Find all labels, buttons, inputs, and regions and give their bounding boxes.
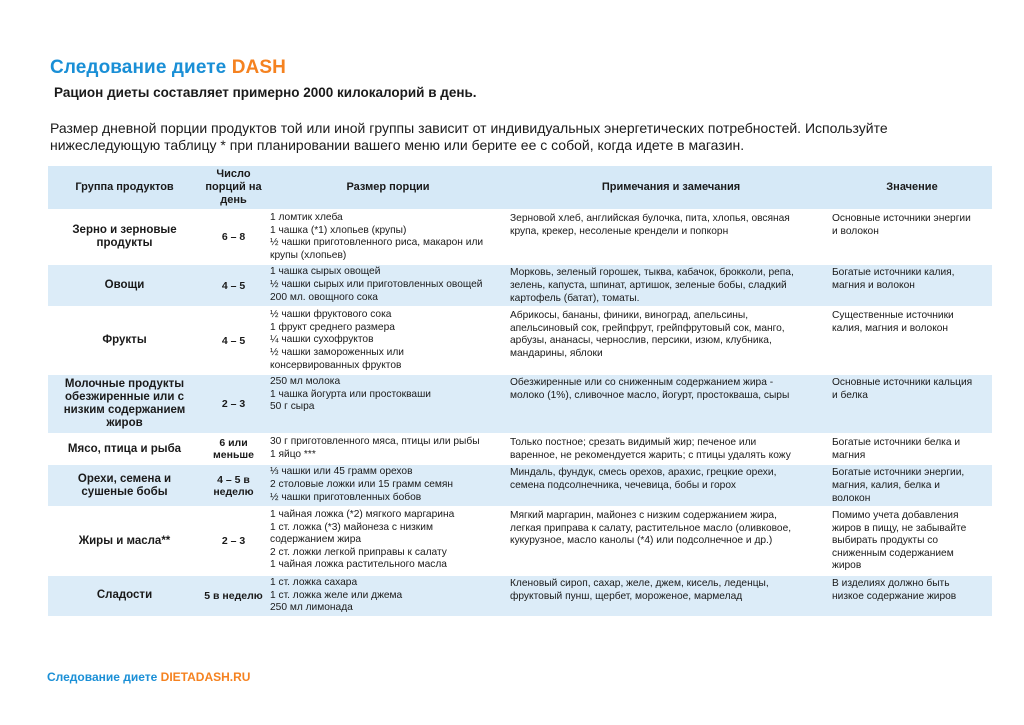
significance-line: В изделиях должно быть bbox=[832, 578, 950, 590]
significance-line: сниженным содержанием bbox=[832, 547, 954, 559]
notes-cell bbox=[510, 264, 832, 307]
portion-size-line: 250 мл лимонада bbox=[270, 602, 353, 614]
portion-size-line: 1 чайная ложка растительного масла bbox=[270, 559, 447, 571]
significance-cell bbox=[832, 307, 992, 374]
notes-line: арбузы, ананасы, чернослив, персики, изюм, клубника, bbox=[510, 335, 772, 347]
portion-size-line: 2 столовые ложки или 15 грамм семян bbox=[270, 478, 454, 490]
significance-line: жиров bbox=[832, 560, 862, 572]
portion-size-line: 30 г приготовленного мяса, птицы или рыбы bbox=[270, 436, 480, 448]
notes-cell bbox=[510, 374, 832, 434]
col-header-portion: Размер порции bbox=[266, 166, 510, 210]
servings-per-day: 4 – 5 bbox=[221, 334, 246, 347]
portion-size-cell bbox=[266, 464, 510, 507]
significance-line: Существенные источники bbox=[832, 310, 954, 322]
significance-line: магния, калия, белка и bbox=[832, 479, 940, 491]
portion-size-line: ½ чашки замороженных или bbox=[270, 346, 404, 358]
significance-line: и волокон bbox=[832, 225, 879, 237]
portion-size-line: 2 ст. ложки легкой приправы к салату bbox=[270, 546, 447, 558]
table-row bbox=[48, 210, 992, 264]
servings-per-day: 2 – 3 bbox=[221, 535, 246, 548]
significance-line: Основные источники энергии bbox=[832, 213, 971, 224]
servings-per-day: 6 или меньше bbox=[213, 437, 254, 462]
notes-line: мандарины, яблоки bbox=[510, 347, 603, 359]
portion-size-cell bbox=[266, 210, 510, 264]
notes-cell bbox=[510, 575, 832, 616]
significance-line: Богатые источники калия, bbox=[832, 267, 955, 279]
notes-line: крупа, крекер, несоленые крендели и попкорн bbox=[510, 225, 729, 237]
table-row bbox=[48, 434, 992, 464]
portion-size-line: 1 чашка йогурта или простокваши bbox=[270, 388, 431, 400]
portion-size-line: содержанием жира bbox=[270, 534, 362, 546]
notes-line: легкая приправа к салату, растительное масло (оливковое, bbox=[510, 522, 792, 534]
dash-diet-table bbox=[48, 166, 992, 616]
page-title bbox=[50, 57, 286, 79]
food-group: Сладости bbox=[96, 589, 153, 602]
col-header-value: Значение bbox=[832, 166, 992, 210]
notes-line: кукурузное, масло канолы (*4) или подсолнечное и др.) bbox=[510, 535, 773, 547]
portion-size-line: 1 яйцо *** bbox=[270, 448, 316, 460]
table-row bbox=[48, 507, 992, 575]
portion-size-line: консервированных фруктов bbox=[270, 359, 402, 371]
col-header-count: Число порций на день bbox=[201, 166, 266, 210]
notes-line: фруктовый пунш, щербет, мороженое, мармелад bbox=[510, 590, 743, 602]
portion-size-cell bbox=[266, 307, 510, 374]
significance-line: Богатые источники белка и bbox=[832, 437, 961, 449]
food-group: Жиры и масла** bbox=[78, 534, 171, 547]
footer-site: DIETADASH.RU bbox=[160, 670, 251, 684]
footer bbox=[47, 670, 250, 684]
notes-line: Мягкий маргарин, майонез с низким содержанием жира, bbox=[510, 510, 777, 522]
portion-size-cell bbox=[266, 374, 510, 434]
portion-size-line: 1 чашка сырых овощей bbox=[270, 266, 381, 278]
notes-line: семена подсолнечника, чечевица, бобы и горох bbox=[510, 479, 736, 491]
portion-size-line: ½ чашки сырых или приготовленных овощей bbox=[270, 278, 483, 290]
significance-line: Основные источники кальция bbox=[832, 377, 973, 389]
portion-size-cell bbox=[266, 575, 510, 616]
notes-line: апельсиновый сок, грейпфрут, грейпфрутовый сок, манго, bbox=[510, 322, 785, 334]
notes-cell bbox=[510, 307, 832, 374]
significance-line: магния bbox=[832, 449, 866, 461]
portion-size-line: 200 мл. овощного сока bbox=[270, 291, 378, 303]
servings-per-day: 4 – 5 bbox=[221, 279, 246, 292]
portion-size-cell bbox=[266, 434, 510, 464]
notes-cell bbox=[510, 434, 832, 464]
food-group: Овощи bbox=[104, 279, 145, 292]
significance-line: Помимо учета добавления bbox=[832, 510, 959, 522]
portion-size-line: крупы (хлопьев) bbox=[270, 249, 347, 261]
servings-per-day: 6 – 8 bbox=[221, 231, 246, 244]
footer-label: Следование диете bbox=[47, 670, 161, 684]
intro-text: Размер дневной порции продуктов той или иной группы зависит от индивидуальных энергетических потребностей. Используйте нижеследующую таблицу * при планировании вашего меню или берите ее с собой, когда идете в магазин. bbox=[50, 120, 888, 153]
portion-size-line: ½ чашки приготовленных бобов bbox=[270, 491, 422, 503]
significance-cell bbox=[832, 507, 992, 575]
portion-size-line: ¼ чашки сухофруктов bbox=[270, 334, 374, 346]
significance-cell bbox=[832, 434, 992, 464]
food-group: Орехи, семена и сушеные бобы bbox=[77, 472, 172, 498]
food-group: Зерно и зерновые продукты bbox=[72, 224, 177, 250]
notes-line: Абрикосы, бананы, финики, виноград, апельсины, bbox=[510, 310, 749, 322]
portion-size-line: 1 ст. ложка сахара bbox=[270, 577, 358, 589]
notes-cell bbox=[510, 507, 832, 575]
notes-line: Кленовый сироп, сахар, желе, джем, кисель, леденцы, bbox=[510, 578, 769, 590]
title-main: Следование диете bbox=[50, 57, 232, 78]
portion-size-line: 250 мл молока bbox=[270, 376, 341, 388]
significance-line: волокон bbox=[832, 492, 871, 504]
notes-line: Только постное; срезать видимый жир; печеное или bbox=[510, 437, 757, 449]
food-group: Молочные продукты обезжиренные или с низким содержанием жиров bbox=[63, 378, 186, 430]
servings-per-day: 5 в неделю bbox=[204, 589, 263, 602]
significance-line: магния и волокон bbox=[832, 279, 915, 291]
table-row bbox=[48, 464, 992, 507]
table-row bbox=[48, 374, 992, 434]
notes-line: молоко (1%), сливочное масло, йогурт, простокваша, сыры bbox=[510, 389, 790, 401]
notes-line: Морковь, зеленый горошек, тыква, кабачок, брокколи, репа, bbox=[510, 267, 794, 279]
subtitle: Рацион диеты составляет примерно 2000 килокалорий в день. bbox=[54, 85, 477, 100]
table-row bbox=[48, 307, 992, 374]
portion-size-cell bbox=[266, 264, 510, 307]
table-row bbox=[48, 575, 992, 616]
notes-cell bbox=[510, 464, 832, 507]
portion-size-line: 1 ст. ложка желе или джема bbox=[270, 589, 403, 601]
title-accent: DASH bbox=[231, 57, 286, 78]
food-group: Мясо, птица и рыба bbox=[67, 442, 182, 455]
table-header bbox=[48, 166, 992, 210]
significance-line: жиров в пищу, не забывайте bbox=[832, 522, 967, 534]
portion-size-line: 50 г сыра bbox=[270, 401, 315, 413]
portion-size-line: 1 ст. ложка (*3) майонеза с низким bbox=[270, 521, 433, 533]
portion-size-line: 1 чашка (*1) хлопьев (крупы) bbox=[270, 224, 407, 236]
notes-line: Обезжиренные или со сниженным содержанием жира - bbox=[510, 377, 774, 389]
portion-size-cell bbox=[266, 507, 510, 575]
significance-cell bbox=[832, 210, 992, 264]
significance-cell bbox=[832, 575, 992, 616]
portion-size-line: 1 фрукт среднего размера bbox=[270, 321, 395, 333]
col-header-notes: Примечания и замечания bbox=[510, 166, 832, 210]
significance-line: выбирать продукты со bbox=[832, 535, 939, 547]
col-header-group: Группа продуктов bbox=[48, 166, 201, 210]
table-row bbox=[48, 264, 992, 307]
food-group: Фрукты bbox=[102, 334, 147, 347]
significance-cell bbox=[832, 264, 992, 307]
portion-size-line: ½ чашки фруктового сока bbox=[270, 309, 392, 321]
significance-cell bbox=[832, 374, 992, 434]
significance-line: низкое содержание жиров bbox=[832, 590, 957, 602]
notes-line: Миндаль, фундук, смесь орехов, арахис, грецкие орехи, bbox=[510, 467, 777, 479]
notes-line: картофель (батат), томаты. bbox=[510, 292, 640, 304]
servings-per-day: 2 – 3 bbox=[221, 398, 246, 411]
significance-line: и белка bbox=[832, 389, 868, 401]
significance-cell bbox=[832, 464, 992, 507]
notes-cell bbox=[510, 210, 832, 264]
notes-line: Зерновой хлеб, английская булочка, пита, хлопья, овсяная bbox=[510, 213, 790, 224]
portion-size-line: 1 ломтик хлеба bbox=[270, 212, 343, 223]
servings-per-day: 4 – 5 в неделю bbox=[213, 473, 254, 498]
portion-size-line: 1 чайная ложка (*2) мягкого маргарина bbox=[270, 509, 455, 521]
notes-line: зелень, капуста, шпинат, артишок, зеленые бобы, сладкий bbox=[510, 279, 787, 291]
table-body bbox=[48, 210, 992, 616]
portion-size-line: ⅓ чашки или 45 грамм орехов bbox=[270, 466, 413, 478]
notes-line: варенное, не рекомендуется жарить; с птицы удалять кожу bbox=[510, 449, 791, 461]
significance-line: калия, магния и волокон bbox=[832, 322, 949, 334]
portion-size-line: ½ чашки приготовленного риса, макарон или bbox=[270, 237, 484, 249]
significance-line: Богатые источники энергии, bbox=[832, 467, 965, 479]
